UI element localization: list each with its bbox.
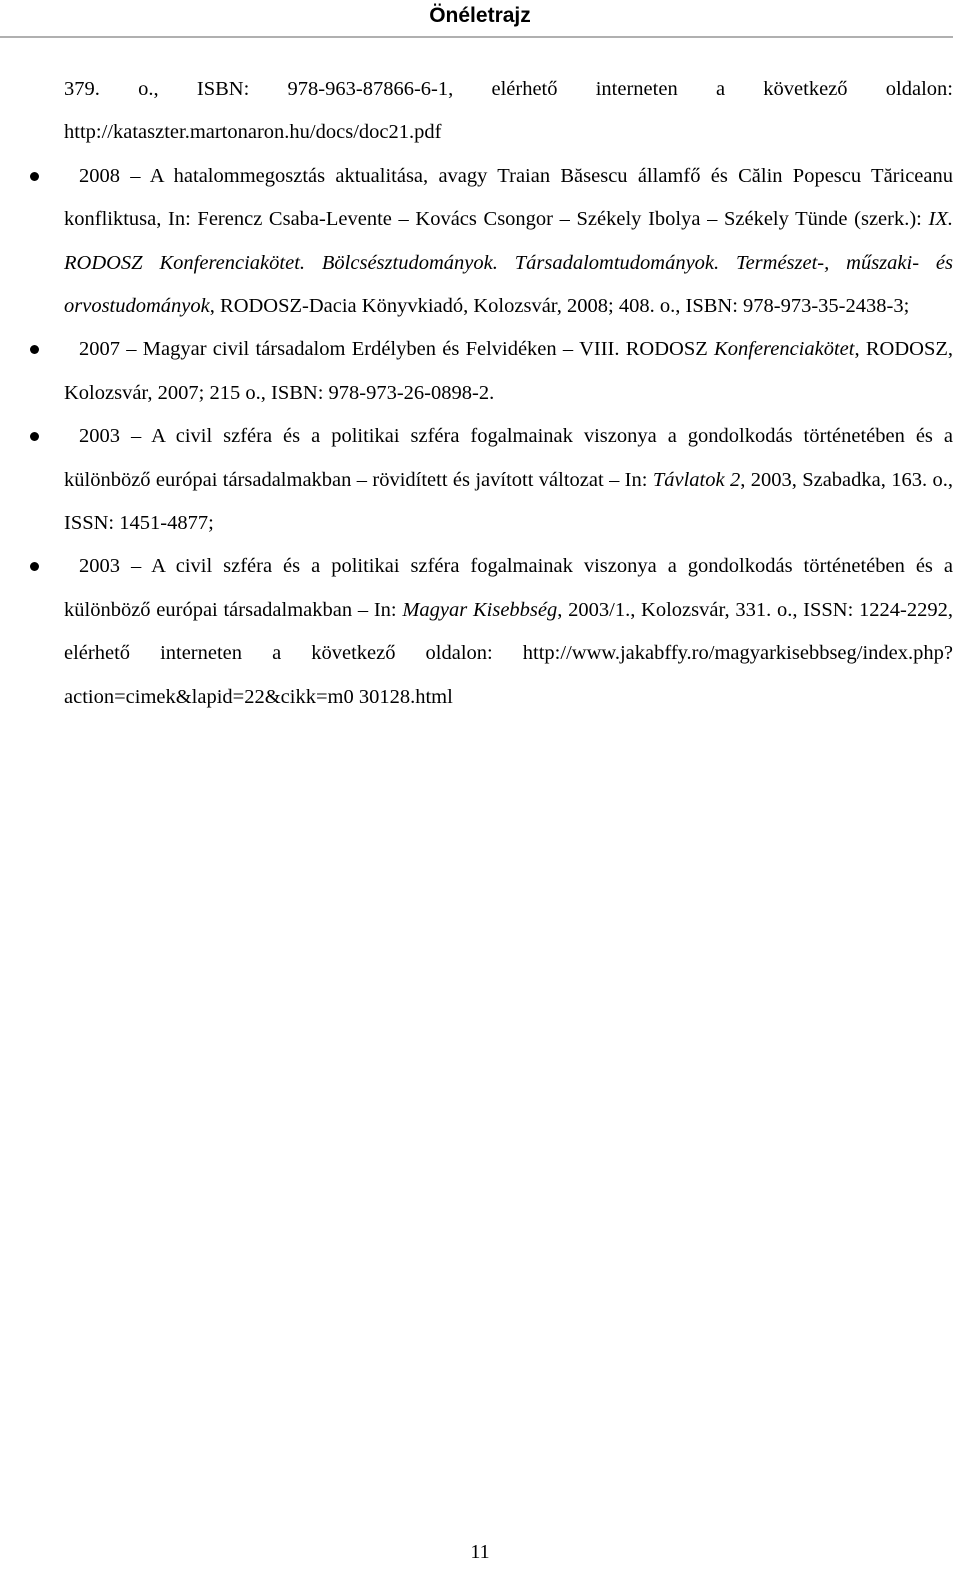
entry-text: 379. o., ISBN: 978-963-87866-6-1, elérhető interneten a következő oldalon: http://kataszter.martonaron.hu/docs/doc21.pdf [64, 78, 953, 144]
entry-text-end: , RODOSZ, Kolozsvár, 2007; 215 o., ISBN: 978-973-26-0898-2. [64, 338, 953, 404]
publication-list [64, 68, 953, 719]
entry-text: 2008 – A hatalommegosztás aktualitása, avagy Traian Băsescu államfő és Călin Popescu Tăriceanu konfliktusa, In: Ferencz Csaba-Levente – Kovács Csongor – Székely Ibolya – Székely Tünde (szerk.): [64, 164, 953, 231]
list-item [64, 155, 953, 329]
entry-text: 2003 – A civil szféra és a politikai szféra fogalmainak viszonya a gondolkodás történetében és a különböző európai társadalmakban – rövidített és javított változat – In: [64, 425, 953, 491]
list-item [64, 545, 953, 719]
bullet-icon [30, 345, 39, 354]
bullet-icon [30, 432, 39, 441]
list-item [64, 328, 953, 415]
entry-italic-title: Konferenciakötet [714, 338, 855, 361]
page-number: 11 [470, 1541, 490, 1563]
entry-italic-title: Magyar Kisebbség [402, 598, 558, 621]
list-item [64, 415, 953, 545]
entry-text-end: , RODOSZ-Dacia Könyvkiadó, Kolozsvár, 2008; 408. o., ISBN: 978-973-35-2438-3; [209, 295, 910, 318]
entry-text: 2007 – Magyar civil társadalom Erdélyben és Felvidéken – VIII. RODOSZ [79, 338, 715, 361]
entry-text: 2003 – A civil szféra és a politikai szféra fogalmainak viszonya a gondolkodás történetében és a különböző európai társadalmakban – In: [64, 555, 953, 621]
bullet-icon [30, 562, 39, 571]
entry-text-end: , 2003, Szabadka, 163. o., ISSN: 1451-4877; [64, 468, 954, 535]
bullet-icon [30, 172, 39, 181]
entry-text-end: , 2003/1., Kolozsvár, 331. o., ISSN: 1224-2292, elérhető interneten a következő oldalon: http://www.jakabffy.ro/magyarkisebbseg/index.php?action=cimek&lapid=22&cikk=m0 30128.html [64, 598, 953, 708]
list-item-continuation [64, 68, 953, 155]
entry-italic-title: IX. RODOSZ Konferenciakötet. Bölcsésztudományok. Társadalomtudományok. Természet-, műszaki- és orvostudományok [64, 208, 953, 318]
header-divider [0, 36, 953, 38]
entry-italic-title: Távlatok 2 [652, 468, 741, 491]
page-header-title: Önéletrajz [429, 4, 531, 27]
